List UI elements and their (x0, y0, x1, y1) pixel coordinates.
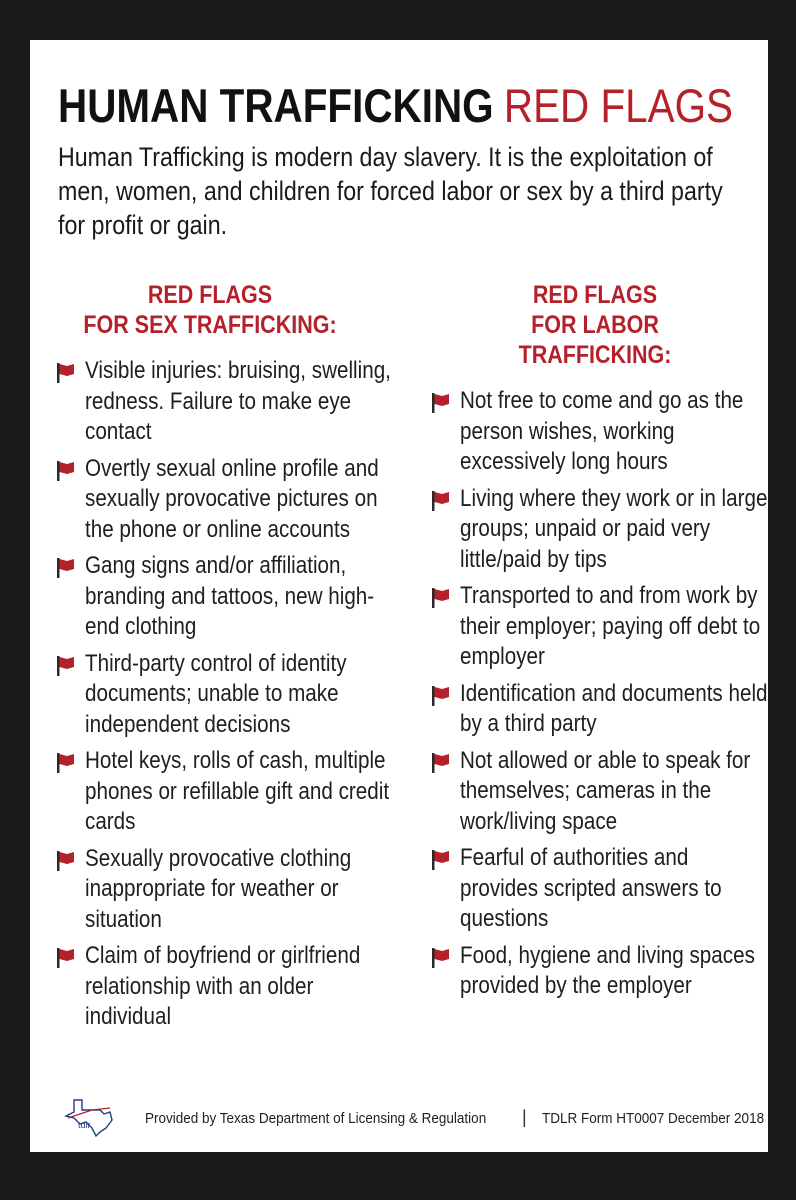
tdlr-logo-icon (60, 1098, 116, 1138)
red-flag-icon (55, 752, 77, 774)
footer-form-number: TDLR Form HT0007 December 2018 (542, 1110, 765, 1127)
red-flag-icon (430, 392, 452, 414)
red-flag-icon (430, 490, 452, 512)
list-item-text: Living where they work or in large groups; unpaid or paid very little/paid by tips (460, 484, 768, 573)
list-item-text: Visible injuries: bruising, swelling, redness. Failure to make eye contact (85, 357, 391, 445)
sex-flags-list (55, 356, 391, 1033)
labor-trafficking-column (430, 280, 768, 1008)
footer-provided-by: Provided by Texas Department of Licensing & Regulation (145, 1110, 487, 1127)
red-flag-icon (55, 947, 77, 969)
sex-trafficking-column (55, 280, 391, 1039)
list-item (55, 746, 390, 838)
list-item (55, 941, 385, 1033)
intro-paragraph: Human Trafficking is modern day slavery. It is the exploitation of men, women, and children for forced labor or sex by a third party for profit or gain. (58, 142, 723, 240)
red-flag-icon (55, 850, 77, 872)
list-item (430, 746, 760, 838)
logo-text: tdlr (78, 1120, 91, 1130)
red-flag-icon (55, 460, 77, 482)
list-item (430, 679, 768, 740)
list-item-text: Identification and documents held by a third party (460, 679, 768, 737)
labor-heading-line1: RED FLAGS (532, 281, 658, 309)
red-flag-icon (430, 849, 452, 871)
list-item (430, 386, 760, 478)
list-item-text: Gang signs and/or affiliation, branding and tattoos, new high-end clothing (85, 552, 375, 640)
red-flag-icon (55, 557, 77, 579)
list-item-text: Sexually provocative clothing inappropriate for weather or situation (85, 844, 352, 933)
list-item-text: Food, hygiene and living spaces provided by the employer (460, 941, 755, 999)
sex-heading-line2: FOR SEX TRAFFICKING: (83, 311, 337, 339)
list-item-text: Fearful of authorities and provides scripted answers to questions (460, 844, 722, 932)
red-flag-icon (55, 655, 77, 677)
list-item (430, 581, 760, 673)
labor-flags-list (430, 386, 768, 1002)
list-item (55, 649, 385, 741)
list-item (55, 356, 391, 448)
list-item-text: Overtly sexual online profile and sexually provocative pictures on the phone or online accounts (85, 454, 379, 543)
red-flag-icon (430, 685, 452, 707)
list-item (55, 844, 385, 936)
list-item-text: Not allowed or able to speak for themselves; cameras in the work/living space (460, 746, 751, 835)
sex-heading-line1: RED FLAGS (147, 281, 273, 309)
list-item (55, 454, 385, 546)
list-item-text: Third-party control of identity documents; unable to make independent decisions (85, 649, 347, 738)
list-item-text: Transported to and from work by their employer; paying off debt to employer (460, 582, 761, 670)
sex-trafficking-heading (68, 280, 352, 340)
page-title (58, 79, 734, 132)
list-item-text: Not free to come and go as the person wishes, working excessively long hours (460, 387, 744, 475)
red-flag-icon (430, 752, 452, 774)
labor-heading-line2: FOR LABOR TRAFFICKING: (518, 311, 672, 369)
list-item-text: Hotel keys, rolls of cash, multiple phones or refillable gift and credit cards (85, 747, 390, 835)
footer (50, 1098, 765, 1138)
footer-separator: | (522, 1107, 527, 1127)
title-red-flags: RED FLAGS (503, 79, 734, 132)
title-main: HUMAN TRAFFICKING (58, 79, 494, 132)
red-flags-card (30, 40, 768, 1152)
list-item (430, 843, 760, 935)
labor-trafficking-heading (453, 280, 737, 370)
list-item (55, 551, 385, 643)
red-flag-icon (430, 947, 452, 969)
list-item-text: Claim of boyfriend or girlfriend relationship with an older individual (85, 942, 361, 1030)
red-flag-icon (55, 362, 77, 384)
list-item (430, 941, 760, 1002)
list-item (430, 484, 768, 576)
red-flag-icon (430, 587, 452, 609)
